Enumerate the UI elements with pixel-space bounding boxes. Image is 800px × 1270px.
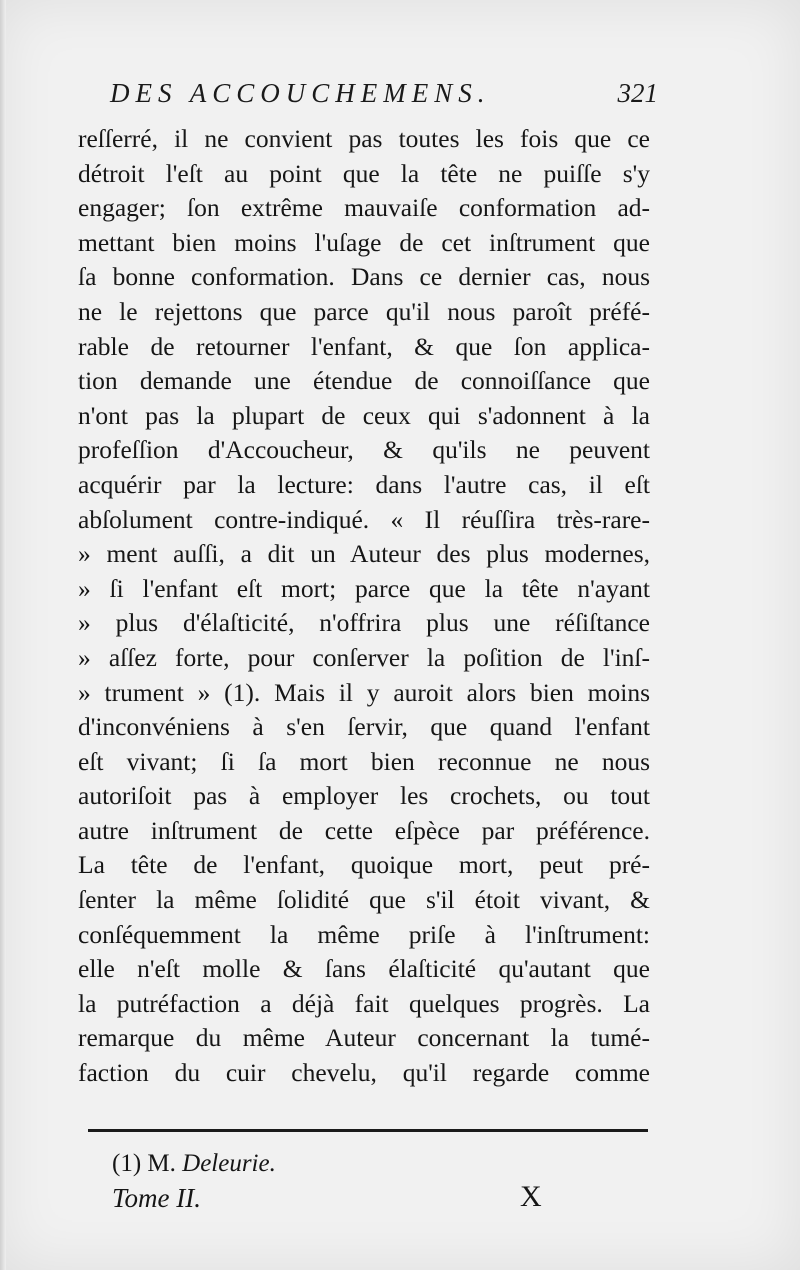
- text-line: ne le rejettons que parce qu'il nous paroît préfé-: [78, 296, 650, 326]
- text-line: n'ont pas la plupart de ceux qui s'adonnent à la: [78, 400, 650, 430]
- footnote: [112, 1150, 276, 1178]
- running-title: DES ACCOUCHEMENS.: [110, 78, 491, 108]
- footnote-rule: [88, 1129, 648, 1132]
- text-line: autre inſtrument de cette eſpèce par préférence.: [78, 815, 650, 845]
- text-line: rable de retourner l'enfant, & que ſon applica-: [78, 331, 650, 361]
- body-text: [78, 122, 650, 1091]
- footnote-marker: (1) M.: [112, 1150, 176, 1177]
- text-line: reſſerré, il ne convient pas toutes les fois que ce: [78, 124, 650, 153]
- text-line: ſa bonne conformation. Dans ce dernier cas, nous: [78, 262, 650, 292]
- text-line: elle n'eſt molle & ſans élaſticité qu'autant que: [78, 954, 650, 984]
- footnote-author: Deleurie.: [182, 1150, 276, 1177]
- page-edge-shadow: [0, 0, 6, 1270]
- text-line: » trument » (1). Mais il y auroit alors bien moins: [78, 677, 650, 707]
- text-line: engager; ſon extrême mauvaiſe conformation ad-: [78, 193, 650, 223]
- running-header: [110, 78, 658, 114]
- text-line: la putréfaction a déjà fait quelques progrès. La: [78, 988, 650, 1018]
- text-line: remarque du même Auteur concernant la tumé-: [78, 1023, 650, 1053]
- text-line: tion demande une étendue de connoiſſance que: [78, 366, 650, 396]
- text-line: » aſſez forte, pour conſerver la poſition de l'inſ-: [78, 642, 650, 672]
- text-line: » ment auſſi, a dit un Auteur des plus modernes,: [78, 539, 650, 569]
- text-line: conſéquemment la même priſe à l'inſtrument:: [78, 919, 650, 949]
- text-line: d'inconvéniens à s'en ſervir, que quand l'enfant: [78, 712, 650, 742]
- text-line: eſt vivant; ſi ſa mort bien reconnue ne nous: [78, 746, 650, 776]
- text-line: détroit l'eſt au point que la tête ne puiſſe s'y: [78, 158, 650, 188]
- text-line: » plus d'élaſticité, n'offrira plus une réſiſtance: [78, 608, 650, 638]
- volume-label: Tome II.: [112, 1183, 202, 1213]
- text-line: abſolument contre-indiqué. « Il réuſſira très-rare-: [78, 504, 650, 534]
- text-line: mettant bien moins l'uſage de cet inſtrument que: [78, 227, 650, 257]
- text-line: faction du cuir chevelu, qu'il regarde comme: [78, 1058, 650, 1088]
- signature-mark: X: [520, 1180, 542, 1213]
- text-line: La tête de l'enfant, quoique mort, peut pré-: [78, 850, 650, 880]
- page-number: 321: [617, 78, 658, 108]
- text-line: acquérir par la lecture: dans l'autre cas, il eſt: [78, 469, 650, 499]
- text-line: profeſſion d'Accoucheur, & qu'ils ne peuvent: [78, 435, 650, 465]
- text-line: ſenter la même ſolidité que s'il étoit vivant, &: [78, 885, 650, 915]
- text-line: » ſi l'enfant eſt mort; parce que la tête n'ayant: [78, 573, 650, 603]
- text-line: autoriſoit pas à employer les crochets, ou tout: [78, 781, 650, 811]
